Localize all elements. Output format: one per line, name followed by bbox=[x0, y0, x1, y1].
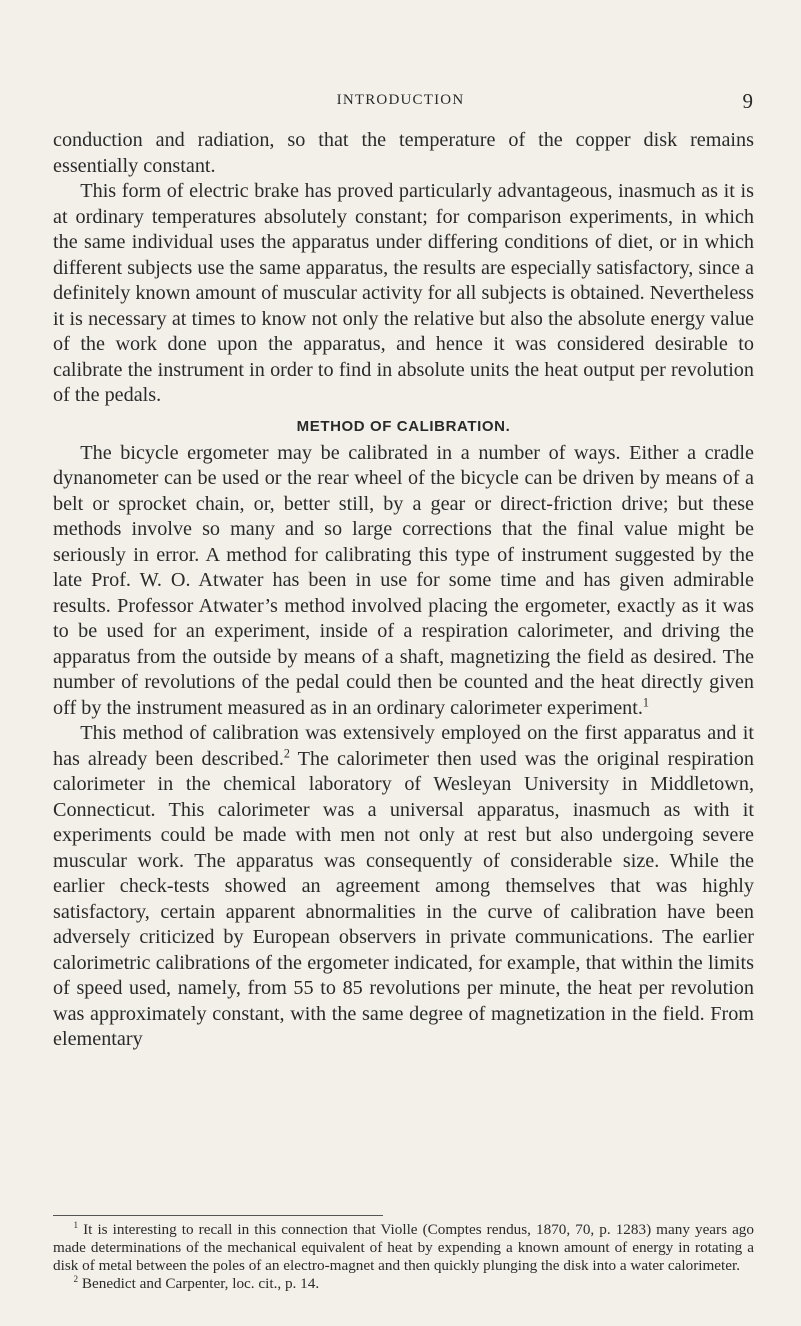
footnote-text: It is interesting to recall in this connection that Violle (Comptes rendus, 1870, 70, p. 1283) many years ago made determinations of the mechanical equivalent of heat by expending a known amount of energy in rotating a disk of metal between the poles of an electro-magnet and then quickly plunging the disk into a water calorimeter. bbox=[53, 1221, 754, 1274]
footnote-divider bbox=[53, 1215, 383, 1216]
page-header bbox=[0, 89, 801, 116]
page-number: 9 bbox=[742, 89, 753, 113]
footnote-ref-2: 2 bbox=[283, 745, 290, 760]
section-heading: METHOD OF CALIBRATION. bbox=[296, 417, 511, 435]
footnote-marker: 2 bbox=[73, 1273, 79, 1284]
footnote-item bbox=[53, 1275, 754, 1293]
paragraph-electric-brake: This form of electric brake has proved particularly advantageous, inasmuch as it is at ordinary temperatures absolutely constant; for comparison experiments, in which the same individual uses the apparatus under differing conditions of diet, or in which different subjects use the same apparatus, the results are especially satisfactory, since a definitely known amount of muscular activity for all subjects is obtained. Nevertheless it is necessary at times to know not only the relative but also the absolute energy value of the work done upon the apparatus, and hence it was considered desirable to calibrate the instrument in order to find in absolute units the heat output per revolution of the pedals. bbox=[53, 180, 754, 406]
paragraph-first-apparatus bbox=[53, 721, 754, 1053]
paragraph-continuation: conduction and radiation, so that the temperature of the copper disk remains essentially constant. bbox=[53, 129, 754, 177]
paragraph-calibration-methods bbox=[53, 441, 754, 722]
paragraph-text: This method of calibration was extensively employed on the first apparatus and it has already been described. bbox=[53, 722, 754, 770]
footnote-marker: 1 bbox=[73, 1219, 79, 1230]
paragraph-text: The bicycle ergometer may be calibrated in a number of ways. Either a cradle dynanometer can be used or the rear wheel of the bicycle can be driven by means of a belt or sprocket chain, or, better still, by a gear or direct-friction drive; but these methods involve so many and so large corrections that the final value might be seriously in error. A method for calibrating this type of instrument suggested by the late Prof. W. O. Atwater has been in use for some time and has given admirable results. Professor Atwater’s method involved placing the ergometer, exactly as it was to be used for an experiment, inside of a respiration calorimeter, and driving the apparatus from the outside by means of a shaft, magnetizing the field as desired. The number of revolutions of the pedal could then be counted and the heat directly given off by the instrument measured as in an ordinary calorimeter experiment. bbox=[53, 441, 754, 719]
footnote-text: Benedict and Carpenter, loc. cit., p. 14. bbox=[78, 1275, 320, 1292]
running-head: INTRODUCTION bbox=[336, 92, 465, 108]
footnote-item bbox=[53, 1221, 754, 1275]
footnotes bbox=[53, 1221, 754, 1293]
body-text bbox=[53, 128, 754, 1053]
paragraph-text: The calorimeter then used was the original respiration calorimeter in the chemical laboratory of Wesleyan University in Middletown, Connecticut. This calorimeter was a universal apparatus, inasmuch as with it experiments could be made with men not only at rest but also undergoing severe muscular work. The apparatus was consequently of considerable size. While the earlier check-tests showed an agreement among themselves that was highly satisfactory, certain apparent abnormalities in the curve of calibration have been adversely criticized by European observers in private communications. The earlier calorimetric calibrations of the ergometer indicated, for example, that within the limits of speed used, namely, from 55 to 85 revolutions per minute, the heat per revolution was approximately constant, with the same degree of magnetization in the field. From elementary bbox=[53, 747, 754, 1050]
footnote-ref-1: 1 bbox=[642, 694, 649, 709]
